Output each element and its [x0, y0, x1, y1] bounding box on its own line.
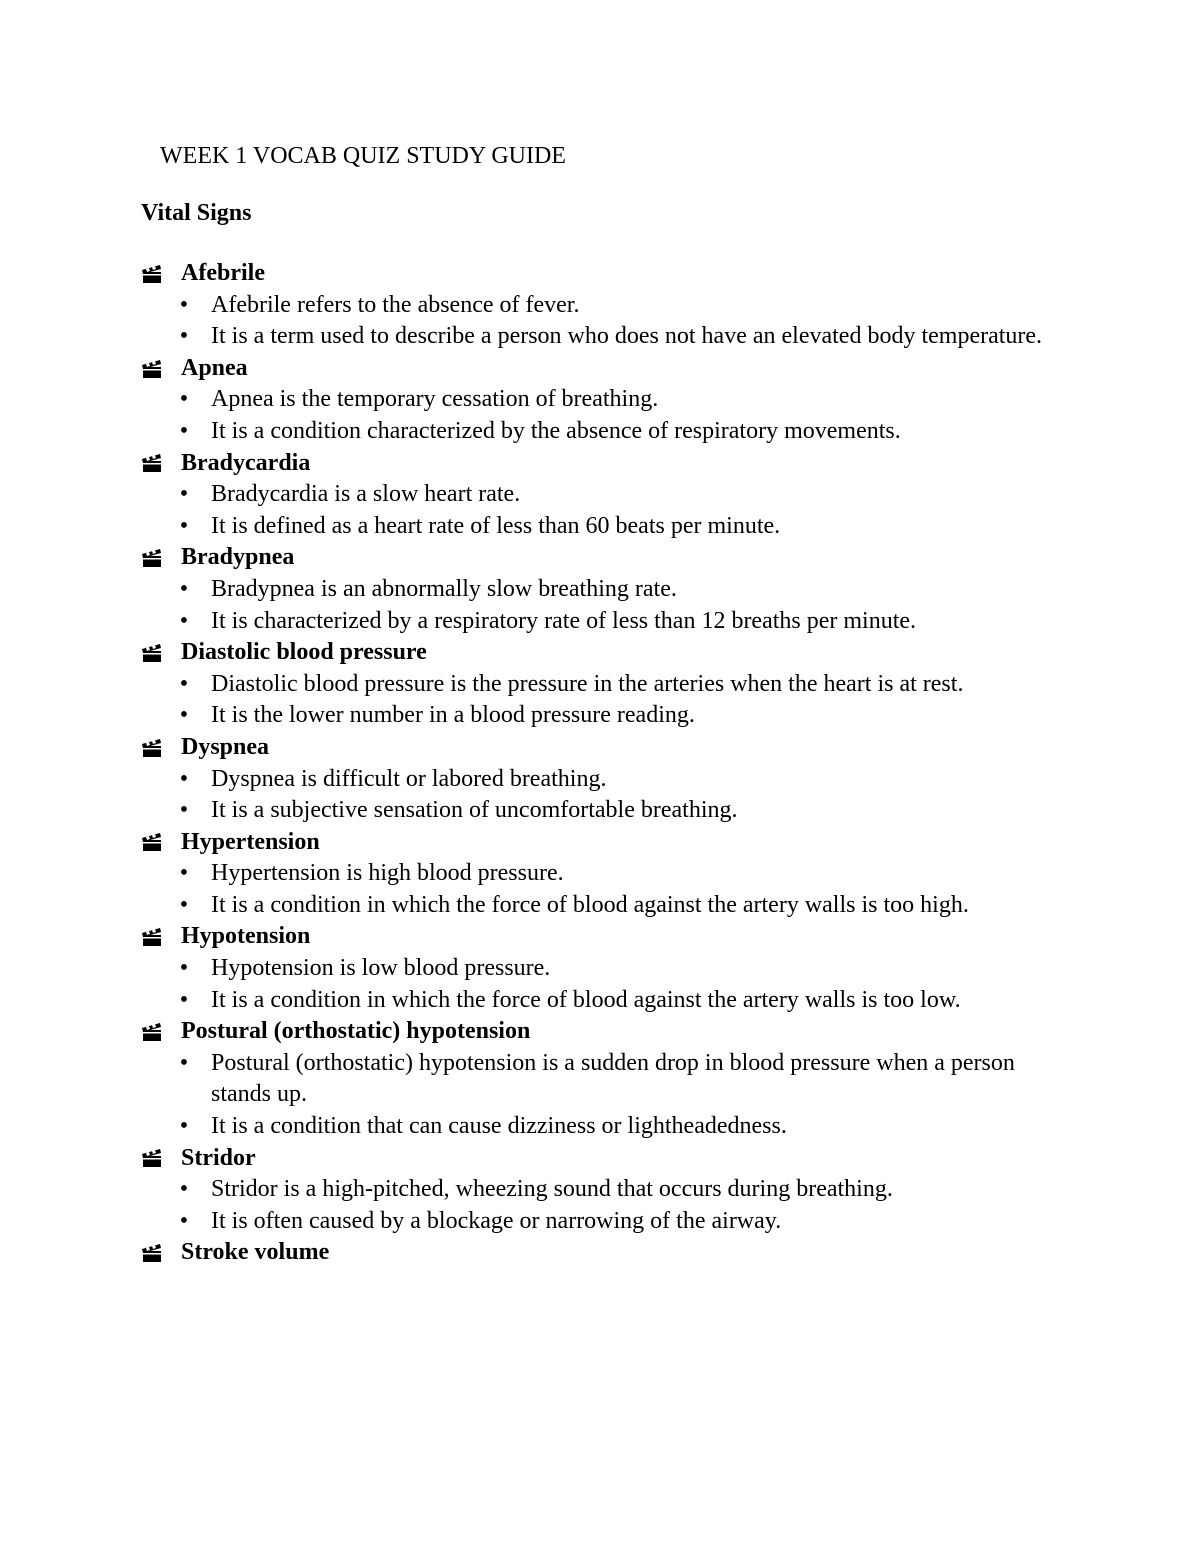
vocab-term-label: Stroke volume	[181, 1239, 330, 1266]
bullet-icon: •	[179, 417, 189, 444]
definition-text: Dyspnea is difficult or labored breathing.	[211, 765, 607, 792]
definition-item	[141, 321, 1051, 353]
definition-text: Hypertension is high blood pressure.	[211, 860, 564, 887]
vocab-term-item	[141, 827, 1071, 922]
definition-text: Diastolic blood pressure is the pressure in the arteries when the heart is at rest.	[211, 670, 964, 697]
bullet-icon: •	[179, 797, 189, 824]
definition-list	[141, 1174, 1071, 1237]
bullet-icon: •	[179, 481, 189, 508]
vocab-term-item	[141, 1016, 1071, 1142]
definition-text: It is often caused by a blockage or narrowing of the airway.	[211, 1207, 782, 1234]
definition-text: It is a term used to describe a person who does not have an elevated body temperature.	[211, 323, 1043, 350]
vocab-term-label: Afebrile	[181, 260, 265, 286]
definition-text: Afebrile refers to the absence of fever.	[211, 291, 580, 318]
vocab-term-label: Postural (orthostatic) hypotension	[181, 1018, 531, 1045]
bullet-icon: •	[179, 891, 189, 918]
definition-text: It is a condition in which the force of blood against the artery walls is too low.	[211, 986, 961, 1013]
bullet-icon: •	[179, 702, 189, 729]
definition-text: Bradycardia is a slow heart rate.	[211, 481, 521, 508]
definition-item	[141, 1206, 1051, 1238]
vocab-term-heading	[141, 827, 1071, 859]
vocab-term-item	[141, 448, 1071, 543]
definition-text: Stridor is a high-pitched, wheezing sound that occurs during breathing.	[211, 1176, 893, 1203]
vocab-term-heading	[141, 542, 1071, 574]
definition-list	[141, 574, 1071, 637]
vocab-term-heading	[141, 353, 1071, 385]
clapperboard-icon	[141, 1148, 163, 1168]
vocab-term-item	[141, 258, 1071, 353]
bullet-icon: •	[179, 1176, 189, 1203]
clapperboard-icon	[141, 548, 163, 568]
definition-item	[141, 511, 1051, 543]
definition-item	[141, 1174, 1051, 1206]
definition-text: It is a subjective sensation of uncomfortable breathing.	[211, 797, 738, 824]
vocab-term-label: Hypertension	[181, 828, 320, 855]
bullet-icon: •	[179, 986, 189, 1013]
definition-item	[141, 795, 1051, 827]
definition-item	[141, 479, 1051, 511]
vocab-term-heading	[141, 1016, 1071, 1048]
clapperboard-icon	[141, 1022, 163, 1042]
vocab-term-item	[141, 1237, 1071, 1269]
vocab-term-heading	[141, 637, 1071, 669]
definition-text: It is the lower number in a blood pressure reading.	[211, 702, 695, 729]
vocab-term-heading	[141, 448, 1071, 480]
definition-item	[141, 858, 1051, 890]
vocab-term-item	[141, 921, 1071, 1016]
definition-text: Postural (orthostatic) hypotension is a sudden drop in blood pressure when a person stands up.	[211, 1049, 1015, 1108]
definition-text: It is a condition in which the force of blood against the artery walls is too high.	[211, 891, 969, 918]
definition-list	[141, 290, 1071, 353]
clapperboard-icon	[141, 643, 163, 663]
clapperboard-icon	[141, 264, 163, 284]
bullet-icon: •	[179, 323, 189, 350]
clapperboard-icon	[141, 832, 163, 852]
definition-list	[141, 479, 1071, 542]
vocab-term-item	[141, 1143, 1071, 1238]
section-title: Vital Signs	[141, 200, 252, 226]
vocab-term-list	[141, 258, 1071, 1269]
definition-item	[141, 606, 1051, 638]
definition-list	[141, 669, 1071, 732]
definition-item	[141, 985, 1051, 1017]
bullet-icon: •	[179, 1049, 189, 1076]
vocab-term-item	[141, 353, 1071, 448]
definition-item	[141, 384, 1051, 416]
clapperboard-icon	[141, 359, 163, 379]
definition-item	[141, 574, 1051, 606]
vocab-term-label: Dyspnea	[181, 733, 270, 760]
bullet-icon: •	[179, 386, 189, 413]
vocab-term-label: Bradycardia	[181, 449, 311, 476]
definition-item	[141, 764, 1051, 796]
bullet-icon: •	[179, 1113, 189, 1140]
vocab-term-heading	[141, 921, 1071, 953]
clapperboard-icon	[141, 738, 163, 758]
clapperboard-icon	[141, 453, 163, 473]
definition-text: Apnea is the temporary cessation of breathing.	[211, 386, 659, 413]
vocab-term-heading	[141, 1237, 1071, 1269]
bullet-icon: •	[179, 575, 189, 602]
bullet-icon: •	[179, 955, 189, 982]
definition-list	[141, 953, 1071, 1016]
definition-text: Bradypnea is an abnormally slow breathing rate.	[211, 575, 677, 602]
bullet-icon: •	[179, 512, 189, 539]
clapperboard-icon	[141, 1243, 163, 1263]
definition-list	[141, 764, 1071, 827]
bullet-icon: •	[179, 291, 189, 318]
definition-item	[141, 890, 1051, 922]
vocab-term-heading	[141, 258, 1071, 290]
definition-item	[141, 953, 1051, 985]
definition-text: Hypotension is low blood pressure.	[211, 955, 551, 982]
document-title: WEEK 1 VOCAB QUIZ STUDY GUIDE	[160, 143, 566, 169]
definition-text: It is a condition that can cause dizziness or lightheadedness.	[211, 1113, 787, 1140]
vocab-term-item	[141, 542, 1071, 637]
vocab-term-item	[141, 637, 1071, 732]
definition-item	[141, 290, 1051, 322]
definition-item	[141, 700, 1051, 732]
definition-text: It is characterized by a respiratory rate of less than 12 breaths per minute.	[211, 607, 917, 634]
definition-item	[141, 1048, 1051, 1111]
vocab-term-label: Hypotension	[181, 923, 311, 950]
definition-item	[141, 669, 1051, 701]
bullet-icon: •	[179, 670, 189, 697]
vocab-term-item	[141, 732, 1071, 827]
definition-list	[141, 384, 1071, 447]
definition-list	[141, 1048, 1071, 1143]
vocab-term-heading	[141, 1143, 1071, 1175]
definition-item	[141, 416, 1051, 448]
vocab-term-heading	[141, 732, 1071, 764]
vocab-term-label: Stridor	[181, 1144, 256, 1171]
definition-item	[141, 1111, 1051, 1143]
bullet-icon: •	[179, 860, 189, 887]
bullet-icon: •	[179, 607, 189, 634]
vocab-term-label: Diastolic blood pressure	[181, 639, 427, 666]
clapperboard-icon	[141, 927, 163, 947]
definition-text: It is defined as a heart rate of less than 60 beats per minute.	[211, 512, 781, 539]
definition-text: It is a condition characterized by the absence of respiratory movements.	[211, 417, 901, 444]
vocab-term-label: Bradypnea	[181, 544, 295, 571]
definition-list	[141, 858, 1071, 921]
bullet-icon: •	[179, 1207, 189, 1234]
vocab-term-label: Apnea	[181, 354, 248, 381]
bullet-icon: •	[179, 765, 189, 792]
